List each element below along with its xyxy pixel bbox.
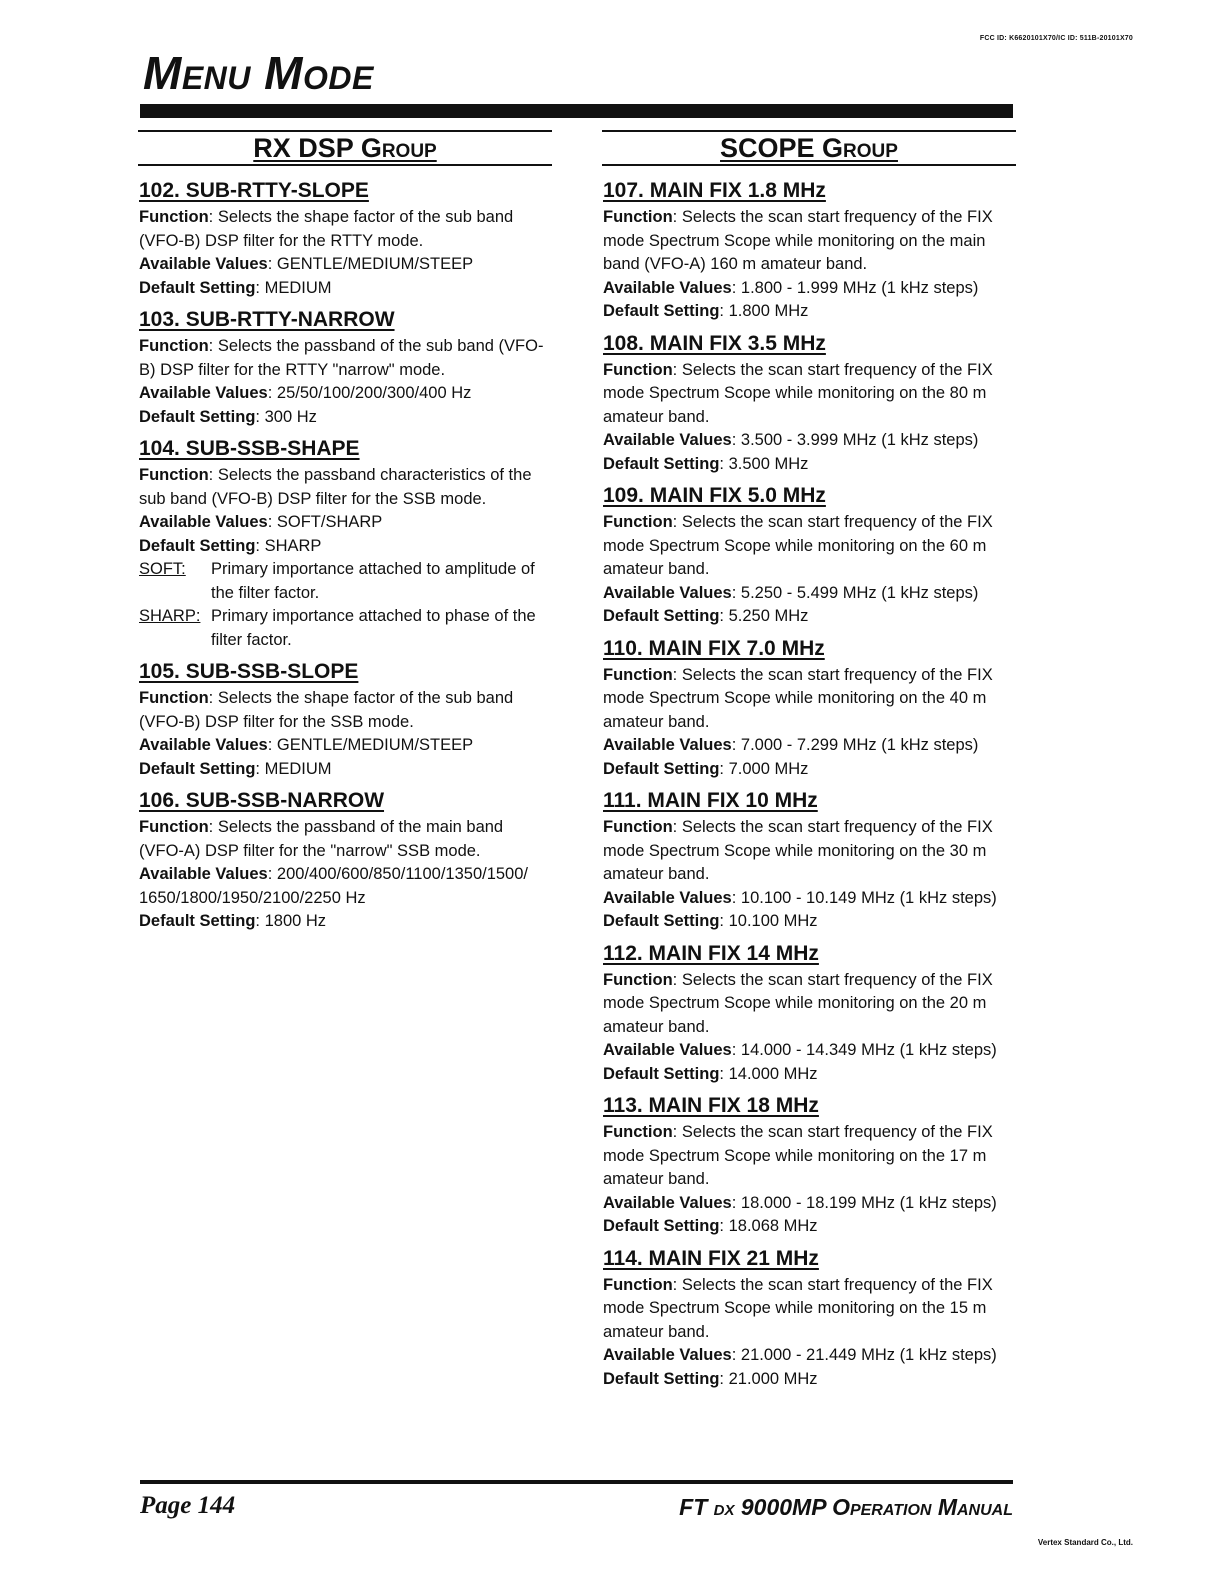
function-description <box>139 206 552 253</box>
default-setting <box>603 1063 1016 1087</box>
default-setting <box>603 758 1016 782</box>
function-description <box>139 687 552 734</box>
available-values-label: Available Values <box>139 255 268 273</box>
page-number: Page 144 <box>140 1492 236 1519</box>
menu-entry-heading: 114. MAIN FIX 21 MHz <box>603 1246 819 1270</box>
default-setting-text: : 10.100 MHz <box>719 912 818 930</box>
available-values-text: : SOFT/SHARP <box>267 513 383 531</box>
option-description: Primary importance attached to amplitude of the filter factor. <box>211 560 535 602</box>
manual-title <box>679 1494 1013 1521</box>
menu-entry <box>602 1246 1016 1392</box>
company-name: Vertex Standard Co., Ltd. <box>1037 1538 1133 1547</box>
option-name: SOFT: <box>139 560 186 578</box>
function-description <box>603 969 1016 1040</box>
function-description-label: Function <box>603 513 673 531</box>
function-description-label: Function <box>139 337 209 355</box>
function-description-text: : Selects the scan start frequency of the FIX mode Spectrum Scope while monitoring on the 17 m amateur band. <box>603 1123 993 1188</box>
menu-entry-heading: 106. SUB-SSB-NARROW <box>139 789 385 812</box>
function-description <box>139 816 552 863</box>
function-description-text: : Selects the scan start frequency of the FIX mode Spectrum Scope while monitoring on the main band (VFO-A) 160 m amateur band. <box>603 208 993 273</box>
available-values-text: : 3.500 - 3.999 MHz (1 kHz steps) <box>731 431 979 449</box>
menu-entry-heading: 111. MAIN FIX 10 MHz <box>603 789 818 812</box>
function-description-text: : Selects the scan start frequency of the FIX mode Spectrum Scope while monitoring on the 20 m amateur band. <box>603 970 993 1036</box>
available-values <box>603 429 1016 453</box>
function-description <box>139 335 552 382</box>
menu-entry-heading: 107. MAIN FIX 1.8 MHz <box>603 179 826 202</box>
function-description-text: : Selects the scan start frequency of the FIX mode Spectrum Scope while monitoring on the 80 m amateur band. <box>603 360 993 426</box>
available-values <box>139 382 552 406</box>
available-values-text: : 7.000 - 7.299 MHz (1 kHz steps) <box>731 736 979 754</box>
menu-entry-heading: 104. SUB-SSB-SHAPE <box>139 437 360 460</box>
menu-entry-heading: 105. SUB-SSB-SLOPE <box>139 660 359 683</box>
available-values-text: : GENTLE/MEDIUM/STEEP <box>267 736 474 754</box>
default-setting-label: Default Setting <box>139 407 256 426</box>
function-description <box>603 206 1016 277</box>
menu-entry <box>138 659 552 781</box>
function-description-label: Function <box>139 689 209 707</box>
function-description-label: Function <box>603 970 673 989</box>
manual-title-dx: DX <box>713 1502 735 1519</box>
function-description-text: : Selects the scan start frequency of the FIX mode Spectrum Scope while monitoring on the 60 m amateur band. <box>603 513 993 578</box>
menu-entry <box>602 941 1016 1087</box>
function-description <box>603 664 1016 735</box>
available-values-label: Available Values <box>603 278 732 297</box>
available-values <box>139 253 552 277</box>
default-setting-text: : 1800 Hz <box>255 912 327 930</box>
available-values-label: Available Values <box>603 583 732 602</box>
menu-entry <box>602 636 1016 782</box>
menu-entry <box>138 436 552 652</box>
available-values <box>139 863 552 910</box>
group-title: SCOPE Group <box>720 133 898 163</box>
default-setting <box>139 535 552 559</box>
available-values-label: Available Values <box>139 865 268 883</box>
footer-rule <box>140 1480 1013 1484</box>
left-column <box>138 130 552 941</box>
default-setting-label: Default Setting <box>603 759 720 778</box>
default-setting-label: Default Setting <box>603 607 720 625</box>
function-description-text: : Selects the scan start frequency of the FIX mode Spectrum Scope while monitoring on the 15 m amateur band. <box>603 1275 993 1341</box>
menu-entry <box>602 483 1016 629</box>
menu-entry <box>602 331 1016 477</box>
option-row <box>139 558 552 605</box>
default-setting <box>603 910 1016 934</box>
page-title: Menu Mode <box>143 47 374 99</box>
default-setting <box>603 453 1016 477</box>
default-setting-label: Default Setting <box>603 1217 720 1235</box>
option-name: SHARP: <box>139 607 201 625</box>
default-setting <box>603 1368 1016 1392</box>
default-setting-text: : 7.000 MHz <box>719 759 809 778</box>
default-setting-label: Default Setting <box>139 759 256 778</box>
function-description-text: : Selects the passband of the main band (VFO-A) DSP filter for the "narrow" SSB mode. <box>139 818 504 860</box>
default-setting <box>603 1215 1016 1239</box>
function-description-label: Function <box>139 208 209 226</box>
available-values-text: : 1.800 - 1.999 MHz (1 kHz steps) <box>731 278 979 297</box>
available-values <box>603 1039 1016 1063</box>
available-values-label: Available Values <box>603 1193 732 1212</box>
menu-entry <box>138 788 552 934</box>
menu-entry-heading: 102. SUB-RTTY-SLOPE <box>139 179 369 202</box>
menu-entry-heading: 113. MAIN FIX 18 MHz <box>603 1094 819 1117</box>
default-setting-text: : 5.250 MHz <box>719 607 809 625</box>
default-setting-text: : MEDIUM <box>255 278 332 297</box>
available-values <box>139 734 552 758</box>
title-rule <box>140 104 1013 118</box>
function-description-label: Function <box>139 818 209 836</box>
available-values <box>139 511 552 535</box>
function-description-text: : Selects the shape factor of the sub band (VFO-B) DSP filter for the RTTY mode. <box>139 208 514 250</box>
available-values-text: : 25/50/100/200/300/400 Hz <box>267 384 472 402</box>
available-values-text: : 14.000 - 14.349 MHz (1 kHz steps) <box>731 1041 997 1059</box>
available-values-label: Available Values <box>603 431 732 449</box>
available-values-label: Available Values <box>139 384 268 402</box>
default-setting <box>139 277 552 301</box>
function-description <box>603 511 1016 582</box>
menu-entry <box>602 178 1016 324</box>
default-setting-text: : 300 Hz <box>255 407 317 426</box>
default-setting-label: Default Setting <box>603 1064 720 1083</box>
default-setting <box>139 758 552 782</box>
function-description-label: Function <box>603 1123 673 1141</box>
available-values-label: Available Values <box>139 513 268 531</box>
default-setting-text: : MEDIUM <box>255 759 332 778</box>
option-row <box>139 605 552 652</box>
function-description <box>139 464 552 511</box>
menu-entry <box>138 307 552 429</box>
available-values <box>603 277 1016 301</box>
default-setting <box>139 910 552 934</box>
available-values-label: Available Values <box>603 736 732 754</box>
available-values <box>603 734 1016 758</box>
available-values-label: Available Values <box>603 1346 732 1364</box>
menu-entry <box>602 788 1016 934</box>
menu-entry <box>138 178 552 300</box>
available-values-text: : GENTLE/MEDIUM/STEEP <box>267 255 474 273</box>
default-setting <box>139 406 552 430</box>
available-values <box>603 1192 1016 1216</box>
available-values-text: : 21.000 - 21.449 MHz (1 kHz steps) <box>731 1346 997 1364</box>
default-setting-text: : 18.068 MHz <box>719 1217 818 1235</box>
function-description-label: Function <box>603 818 673 836</box>
function-description-label: Function <box>603 360 673 379</box>
menu-entry <box>602 1093 1016 1239</box>
group-heading-rx-dsp <box>138 130 552 166</box>
default-setting <box>603 300 1016 324</box>
available-values-label: Available Values <box>139 736 268 754</box>
function-description-label: Function <box>603 665 673 684</box>
option-description: Primary importance attached to phase of the filter factor. <box>211 607 536 649</box>
default-setting-text: : 21.000 MHz <box>719 1369 818 1388</box>
menu-entry-heading: 109. MAIN FIX 5.0 MHz <box>603 484 826 507</box>
manual-title-prefix: FT <box>679 1494 714 1520</box>
available-values-text: : 10.100 - 10.149 MHz (1 kHz steps) <box>731 888 997 907</box>
available-values <box>603 582 1016 606</box>
function-description-label: Function <box>603 1275 673 1294</box>
function-description-text: : Selects the scan start frequency of the FIX mode Spectrum Scope while monitoring on the 40 m amateur band. <box>603 665 993 731</box>
available-values-label: Available Values <box>603 1041 732 1059</box>
function-description <box>603 1121 1016 1192</box>
function-description-text: : Selects the shape factor of the sub band (VFO-B) DSP filter for the SSB mode. <box>139 689 514 731</box>
default-setting <box>603 605 1016 629</box>
function-description-label: Function <box>603 208 673 226</box>
default-setting-label: Default Setting <box>603 1369 720 1388</box>
available-values-text: : 5.250 - 5.499 MHz (1 kHz steps) <box>731 583 979 602</box>
default-setting-text: : 14.000 MHz <box>719 1064 818 1083</box>
function-description <box>603 816 1016 887</box>
menu-entry-heading: 108. MAIN FIX 3.5 MHz <box>603 331 826 355</box>
function-description <box>603 359 1016 430</box>
fcc-id-text: FCC ID: K6620101X70/IC ID: 511B-20101X70 <box>979 35 1133 42</box>
available-values <box>603 887 1016 911</box>
default-setting-label: Default Setting <box>139 536 256 555</box>
menu-entry-heading: 112. MAIN FIX 14 MHz <box>603 941 819 965</box>
group-title: RX DSP Group <box>253 133 437 163</box>
default-setting-label: Default Setting <box>139 278 256 297</box>
default-setting-label: Default Setting <box>603 454 720 473</box>
default-setting-text: : 3.500 MHz <box>719 454 809 473</box>
menu-entry-heading: 103. SUB-RTTY-NARROW <box>139 308 395 331</box>
function-description-text: : Selects the passband of the sub band (VFO-B) DSP filter for the RTTY "narrow" mode. <box>139 337 544 379</box>
right-column <box>602 130 1016 1398</box>
available-values-label: Available Values <box>603 888 732 907</box>
default-setting-text: : SHARP <box>255 536 322 555</box>
menu-entry-heading: 110. MAIN FIX 7.0 MHz <box>603 636 825 660</box>
function-description-text: : Selects the passband characteristics of the sub band (VFO-B) DSP filter for the SSB mode. <box>139 466 532 508</box>
available-values <box>603 1344 1016 1368</box>
function-description-text: : Selects the scan start frequency of the FIX mode Spectrum Scope while monitoring on the 30 m amateur band. <box>603 818 993 883</box>
function-description <box>603 1274 1016 1345</box>
group-heading-scope <box>602 130 1016 166</box>
available-values-text: : 200/400/600/850/1100/1350/1500/ 1650/1800/1950/2100/2250 Hz <box>139 865 528 907</box>
default-setting-label: Default Setting <box>603 912 720 930</box>
default-setting-text: : 1.800 MHz <box>719 302 809 320</box>
default-setting-label: Default Setting <box>139 912 256 930</box>
manual-title-rest: 9000MP Operation Manual <box>734 1494 1013 1520</box>
default-setting-label: Default Setting <box>603 302 720 320</box>
function-description-label: Function <box>139 466 209 484</box>
available-values-text: : 18.000 - 18.199 MHz (1 kHz steps) <box>731 1193 997 1212</box>
